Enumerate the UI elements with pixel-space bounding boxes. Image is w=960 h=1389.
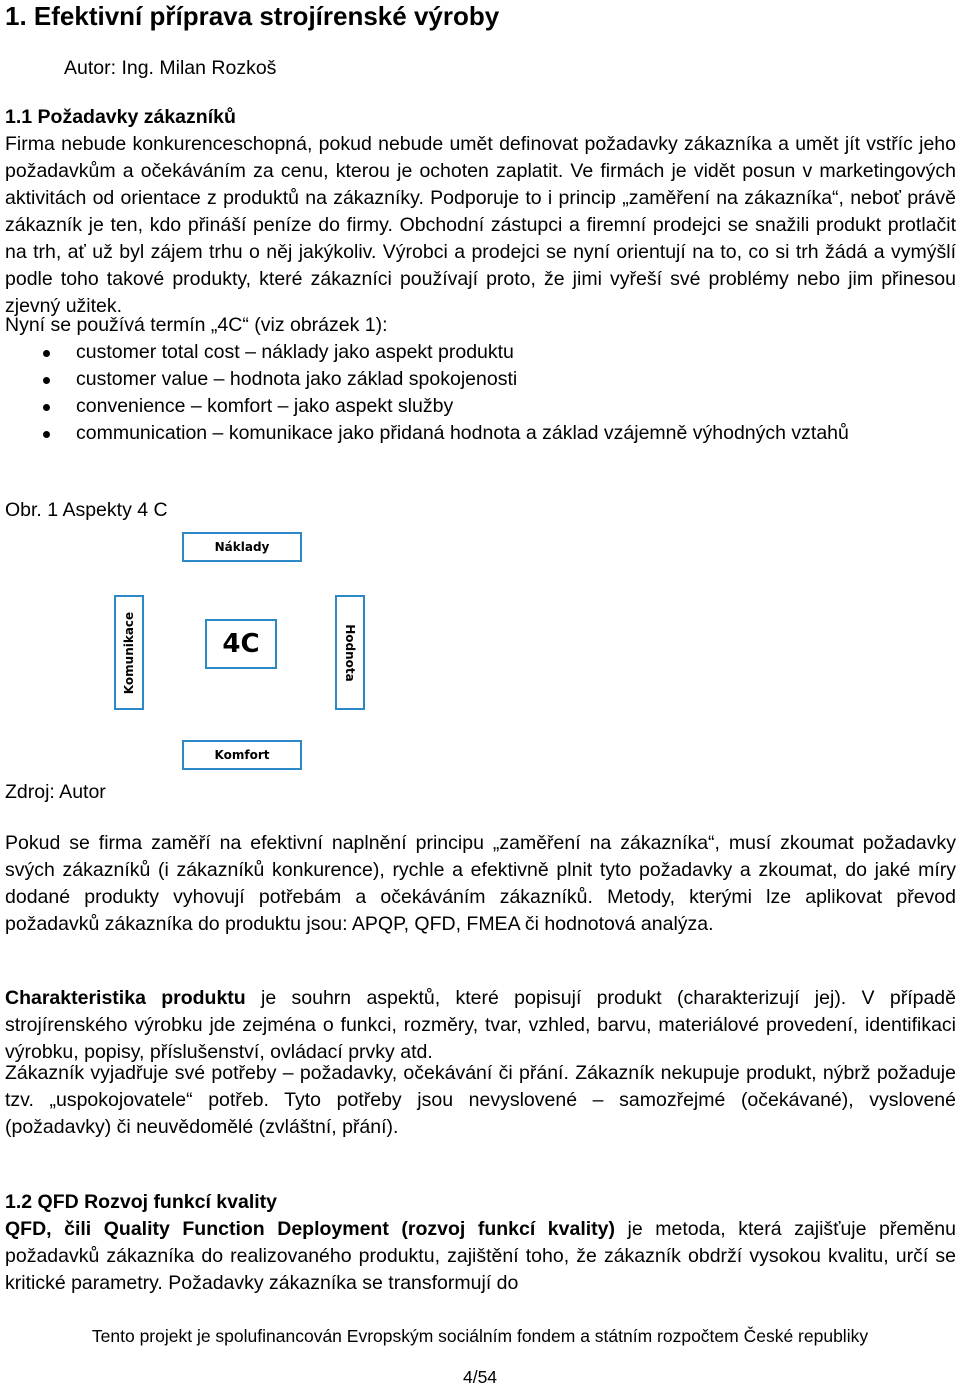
bullet-icon (43, 350, 50, 357)
bullet-icon (43, 404, 50, 411)
paragraph-product-characteristics: Charakteristika produktu je souhrn aspektů, které popisují produkt (charakterizují jej). V případě strojírenského výrobku jde zejména o funkci, rozměry, tvar, vzhled, barvu, materiálové provedení, identifikaci výrobku, popisy, příslušenství, ovládací prvky atd. (5, 987, 956, 1063)
paragraph-qfd: QFD, čili Quality Function Deployment (rozvoj funkcí kvality) je metoda, která zajišťuje přeměnu požadavků zákazníka do realizovaného produktu, zajištění toho, že zákazník obdrží vysokou kvalitu, určí se kritické parametry. Požadavky zákazníka se transformují do (5, 1218, 956, 1294)
diagram-box-naklady: Náklady (182, 532, 302, 562)
diagram-box-center-4c: 4C (205, 619, 277, 669)
paragraph-customer-requirements: Firma nebude konkurenceschopná, pokud nebude umět definovat požadavky zákazníka a umět jít vstříc jeho požadavkům a očekáváním za cenu, kterou je ochoten zaplatit. Ve firmách je vidět posun v marketingových aktivitách od orientace z produktů na zákazníky. Podporuje to i princip „zaměření na zákazníka“, neboť právě zákazník je ten, kdo přináší peníze do firmy. Obchodní zástupci a firemní prodejci se snažili produkt protlačit na trh, ať už byl zájem trhu o něj jakýkoliv. Výrobci a prodejci se nyní orientují na to, co si trh žádá a vymýšlí podle toho takové produkty, které zákazníci používají proto, že jimi vyřeší své problémy nebo jim přinesou zjevný užitek. (5, 133, 956, 317)
paragraph-customer-needs: Zákazník vyjadřuje své potřeby – požadavky, očekávání či přání. Zákazník nekupuje produkt, nýbrž požaduje tzv. „uspokojovatele“ potřeb. Tyto potřeby jsou nevyslovené – samozřejmé (očekávané), vyslovené (požadavky) či neuvědomělé (zvláštní, přání). (5, 1062, 956, 1138)
footer-funding-note: Tento projekt je spolufinancován Evropským sociálním fondem a státním rozpočtem České republiky (91, 1326, 869, 1346)
author-line: Autor: Ing. Milan Rozkoš (64, 57, 277, 79)
page-number: 4/54 (462, 1367, 498, 1387)
4c-bullet-list (5, 339, 956, 447)
page-title: 1. Efektivní příprava strojírenské výroby (5, 1, 500, 31)
paragraph-4c-intro: Nyní se používá termín „4C“ (viz obrázek 1): (5, 314, 388, 336)
section-heading-1-1: 1.1 Požadavky zákazníků (5, 106, 236, 128)
bullet-icon (43, 377, 50, 384)
list-item: convenience – komfort – jako aspekt služby (5, 393, 956, 420)
paragraph-customer-focus: Pokud se firma zaměří na efektivní naplnění principu „zaměření na zákazníka“, musí zkoumat požadavky svých zákazníků (i zákazníků konkurence), rychle a efektivně plnit tyto požadavky a zkoumat, do jaké míry dodané produkty vyhovují potřebám a očekáváním zákazníků. Metody, kterými lze aplikovat převod požadavků zákazníka do produktu jsou: APQP, QFD, FMEA či hodnotová analýza. (5, 832, 956, 935)
bullet-icon (43, 431, 50, 438)
figure-source: Zdroj: Autor (5, 781, 106, 803)
term-product-characteristics: Charakteristika produktu (5, 987, 246, 1009)
section-heading-1-2: 1.2 QFD Rozvoj funkcí kvality (5, 1191, 277, 1213)
list-item: customer total cost – náklady jako aspekt produktu (5, 339, 956, 366)
diagram-box-hodnota: Hodnota (335, 595, 365, 710)
list-item: communication – komunikace jako přidaná hodnota a základ vzájemně výhodných vztahů (5, 420, 956, 447)
list-item: customer value – hodnota jako základ spokojenosti (5, 366, 956, 393)
term-qfd: QFD, čili Quality Function Deployment (rozvoj funkcí kvality) (5, 1218, 615, 1240)
4c-diagram (100, 530, 400, 775)
diagram-box-komfort: Komfort (182, 740, 302, 770)
diagram-box-komunikace: Komunikace (114, 595, 144, 710)
figure-caption: Obr. 1 Aspekty 4 C (5, 499, 168, 521)
